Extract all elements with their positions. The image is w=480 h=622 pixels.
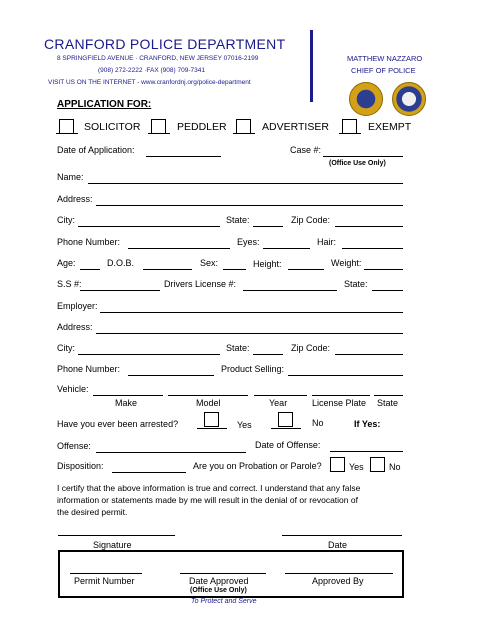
name-label: Name:	[57, 172, 84, 182]
vehicle-model-label: Model	[196, 398, 221, 408]
probation-yes-checkbox[interactable]	[330, 457, 345, 472]
certification-line-1: I certify that the above information is true and correct. I understand that any false	[57, 483, 361, 493]
phone-field[interactable]	[128, 248, 230, 249]
arrested-no-checkbox[interactable]	[278, 412, 293, 427]
peddler-checkbox[interactable]	[151, 119, 166, 134]
case-office-use-label: (Office Use Only)	[329, 160, 386, 167]
product-selling-field[interactable]	[288, 375, 403, 376]
approved-by-label: Approved By	[312, 576, 364, 586]
employer-address-label: Address:	[57, 322, 93, 332]
solicitor-label: SOLICITOR	[84, 121, 141, 133]
weight-label: Weight:	[331, 258, 362, 268]
township-seal	[392, 82, 426, 116]
hair-field[interactable]	[342, 248, 403, 249]
arrested-yes-label: Yes	[237, 420, 252, 430]
department-website: VISIT US ON THE INTERNET - www.cranfordnj.org/police-department	[48, 79, 251, 86]
vehicle-year-label: Year	[269, 398, 288, 408]
name-field[interactable]	[88, 183, 403, 184]
chief-name: MATTHEW NAZZARO	[347, 54, 423, 63]
employer-state-label: State:	[226, 343, 250, 353]
eyes-field[interactable]	[263, 248, 310, 249]
employer-address-field[interactable]	[96, 333, 403, 334]
height-field[interactable]	[288, 269, 324, 270]
case-number-field[interactable]	[323, 156, 403, 157]
vehicle-make-field[interactable]	[93, 395, 163, 396]
eyes-label: Eyes:	[237, 237, 260, 247]
employer-zip-label: Zip Code:	[291, 343, 331, 353]
date-of-offense-label: Date of Offense:	[255, 440, 321, 450]
dl-state-field[interactable]	[372, 290, 403, 291]
probation-no-label: No	[389, 462, 401, 472]
motto: To Protect and Serve	[191, 598, 257, 605]
employer-state-field[interactable]	[253, 354, 283, 355]
hair-label: Hair:	[317, 237, 337, 247]
employer-label: Employer:	[57, 301, 98, 311]
drivers-license-field[interactable]	[243, 290, 337, 291]
probation-yes-label: Yes	[349, 462, 364, 472]
arrested-yes-checkbox[interactable]	[204, 412, 219, 427]
state-field[interactable]	[253, 226, 283, 227]
probation-no-checkbox[interactable]	[370, 457, 385, 472]
employer-phone-label: Phone Number:	[57, 364, 121, 374]
date-approved-field[interactable]	[180, 573, 266, 574]
phone-label: Phone Number:	[57, 237, 121, 247]
date-of-application-label: Date of Application:	[57, 145, 135, 155]
date-field[interactable]	[282, 535, 402, 536]
application-for-heading: APPLICATION FOR:	[57, 99, 152, 110]
vehicle-model-field[interactable]	[168, 395, 248, 396]
vehicle-year-field[interactable]	[254, 395, 307, 396]
ss-field[interactable]	[80, 290, 160, 291]
address-field[interactable]	[96, 205, 403, 206]
permit-number-field[interactable]	[70, 573, 142, 574]
dob-field[interactable]	[143, 269, 192, 270]
dl-state-label: State:	[344, 279, 368, 289]
employer-zip-field[interactable]	[335, 354, 403, 355]
employer-phone-field[interactable]	[128, 375, 214, 376]
disposition-label: Disposition:	[57, 461, 104, 471]
zip-field[interactable]	[335, 226, 403, 227]
arrested-label: Have you ever been arrested?	[57, 419, 179, 429]
certification-line-2: information or statements made by me will result in the denial of or revocation of	[57, 495, 358, 505]
peddler-label: PEDDLER	[177, 121, 227, 133]
permit-number-label: Permit Number	[74, 576, 135, 586]
probation-label: Are you on Probation or Parole?	[193, 461, 322, 471]
date-label: Date	[328, 540, 348, 550]
sex-label: Sex:	[200, 258, 219, 268]
vehicle-label: Vehicle:	[57, 384, 89, 394]
department-phones: (908) 272-2222 ·FAX (908) 709-7341	[98, 67, 205, 74]
sex-field[interactable]	[223, 269, 246, 270]
case-number-label: Case #:	[290, 145, 322, 155]
ss-label: S.S #:	[57, 279, 82, 289]
city-field[interactable]	[78, 226, 220, 227]
police-badge-seal	[349, 82, 383, 116]
date-approved-label: Date Approved	[189, 576, 249, 586]
arrested-no-label: No	[312, 418, 324, 428]
if-yes-label: If Yes:	[354, 419, 381, 429]
weight-field[interactable]	[364, 269, 403, 270]
height-label: Height:	[253, 259, 282, 269]
vehicle-plate-label: License Plate	[312, 398, 367, 408]
zip-label: Zip Code:	[291, 215, 331, 225]
drivers-license-label: Drivers License #:	[164, 279, 237, 289]
offense-label: Offense:	[57, 441, 91, 451]
signature-field[interactable]	[58, 535, 175, 536]
department-title: CRANFORD POLICE DEPARTMENT	[44, 36, 286, 52]
approved-by-field[interactable]	[285, 573, 393, 574]
vehicle-make-label: Make	[115, 398, 138, 408]
date-approved-office-use: (Office Use Only)	[190, 587, 247, 594]
advertiser-label: ADVERTISER	[262, 121, 329, 133]
offense-field[interactable]	[96, 452, 246, 453]
age-label: Age:	[57, 258, 76, 268]
department-address: 8 SPRINGFIELD AVENUE · CRANFORD, NEW JERSEY 07016-2199	[57, 55, 259, 62]
employer-city-label: City:	[57, 343, 75, 353]
exempt-checkbox[interactable]	[342, 119, 357, 134]
signature-label: Signature	[93, 540, 132, 550]
date-of-application-field[interactable]	[146, 156, 221, 157]
disposition-field[interactable]	[112, 472, 186, 473]
employer-city-field[interactable]	[78, 354, 220, 355]
city-label: City:	[57, 215, 75, 225]
dob-label: D.O.B.	[107, 258, 135, 268]
exempt-label: EXEMPT	[368, 121, 412, 133]
header-divider	[310, 30, 313, 102]
age-field[interactable]	[80, 269, 100, 270]
address-label: Address:	[57, 194, 93, 204]
vehicle-state-label: State	[377, 398, 399, 408]
vehicle-plate-field[interactable]	[312, 395, 370, 396]
solicitor-checkbox[interactable]	[59, 119, 74, 134]
advertiser-checkbox[interactable]	[236, 119, 251, 134]
chief-title: CHIEF OF POLICE	[351, 66, 416, 75]
employer-field[interactable]	[100, 312, 403, 313]
date-of-offense-field[interactable]	[330, 451, 403, 452]
certification-line-3: the desired permit.	[57, 507, 128, 517]
state-label: State:	[226, 215, 250, 225]
vehicle-state-field[interactable]	[374, 395, 403, 396]
product-selling-label: Product Selling:	[221, 364, 285, 374]
